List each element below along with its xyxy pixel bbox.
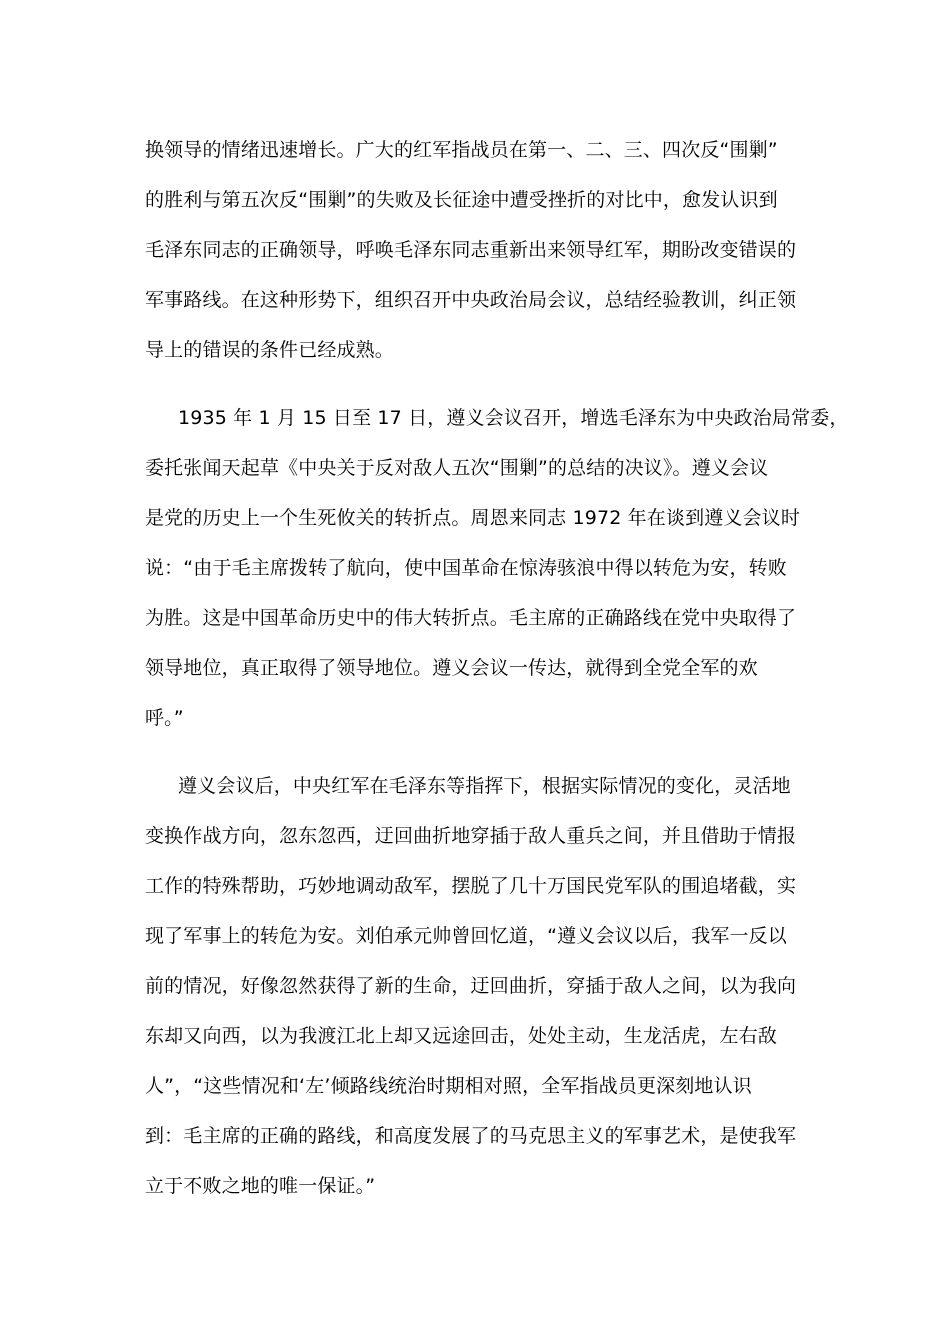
text-line: 导上的错误的条件已经成熟。 <box>145 339 394 361</box>
text-line: 到：毛主席的正确的路线，和高度发展了的马克思主义的军事艺术，是使我军 <box>145 1125 797 1147</box>
text-line: 前的情况，好像忽然获得了新的生命，迂回曲折，穿插于敌人之间，以为我向 <box>145 975 797 997</box>
text-line: 遵义会议后，中央红军在毛泽东等指挥下，根据实际情况的变化，灵活地 <box>178 775 791 797</box>
text-line: 工作的特殊帮助，巧妙地调动敌军，摆脱了几十万国民党军队的围追堵截，实 <box>145 875 797 897</box>
text-line: 1935 年 1 月 15 日至 17 日，遵义会议召开，增选毛泽东为中央政治局常委， <box>178 407 849 429</box>
text-line: 东却又向西，以为我渡江北上却又远途回击，处处主动，生龙活虎，左右敌 <box>145 1025 777 1047</box>
text-line: 立于不败之地的唯一保证。” <box>145 1175 376 1197</box>
text-line: 说：“由于毛主席拨转了航向，使中国革命在惊涛骇浪中得以转危为安，转败 <box>145 557 787 579</box>
text-line: 毛泽东同志的正确领导，呼唤毛泽东同志重新出来领导红军，期盼改变错误的 <box>145 239 797 261</box>
text-line: 换领导的情绪迅速增长。广大的红军指战员在第一、二、三、四次反“围剿” <box>145 139 778 161</box>
text-line: 是党的历史上一个生死攸关的转折点。周恩来同志 1972 年在谈到遵义会议时 <box>145 507 800 529</box>
text-line: 呼。” <box>145 707 184 729</box>
text-line: 为胜。这是中国革命历史中的伟大转折点。毛主席的正确路线在党中央取得了 <box>145 607 797 629</box>
text-line: 变换作战方向，忽东忽西，迂回曲折地穿插于敌人重兵之间，并且借助于情报 <box>145 825 797 847</box>
text-line: 委托张闻天起草《中央关于反对敌人五次“围剿”的总结的决议》。遵义会议 <box>145 457 769 479</box>
text-line: 领导地位，真正取得了领导地位。遵义会议一传达，就得到全党全军的欢 <box>145 657 758 679</box>
text-line: 人”，“这些情况和‘左’倾路线统治时期相对照，全军指战员更深刻地认识 <box>145 1075 752 1097</box>
text-line: 军事路线。在这种形势下，组织召开中央政治局会议，总结经验教训，纠正领 <box>145 289 797 311</box>
text-line: 现了军事上的转危为安。刘伯承元帅曾回忆道，“遵义会议以后，我军一反以 <box>145 925 787 947</box>
text-line: 的胜利与第五次反“围剿”的失败及长征途中遭受挫折的对比中，愈发认识到 <box>145 189 778 211</box>
